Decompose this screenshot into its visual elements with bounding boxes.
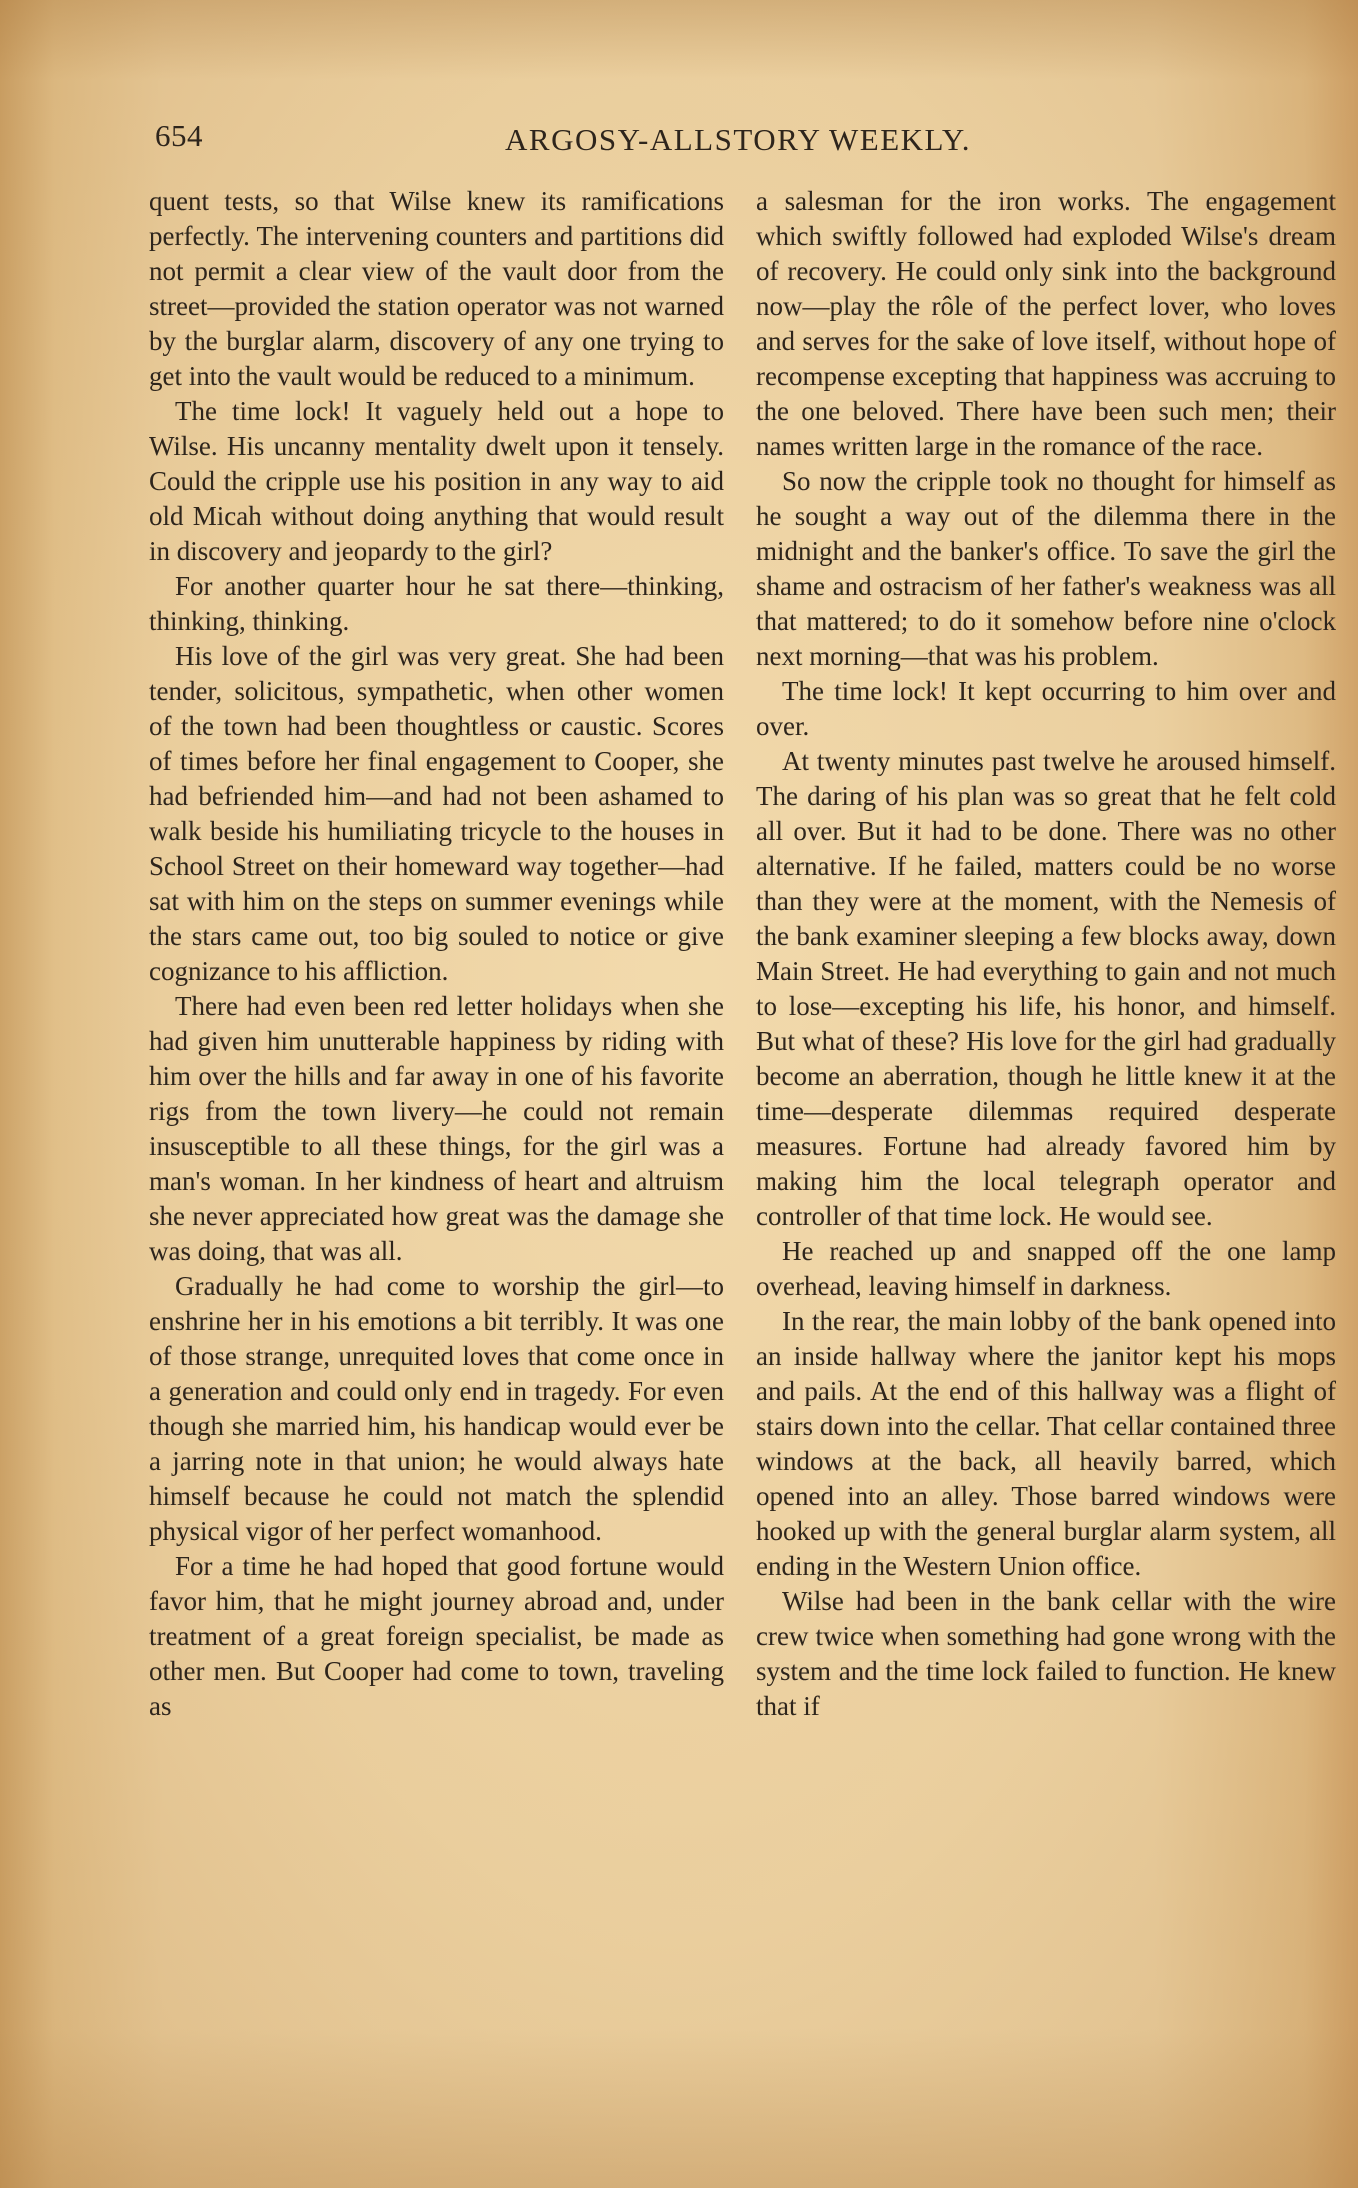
paragraph: At twenty minutes past twelve he aroused himself. The daring of his plan was so great that he felt cold all over. But it had to be done. There was no other alternative. If he failed, matters could be no worse than they were at the moment, with the Nemesis of the bank examiner sleeping a few blocks away, down Main Street. He had everything to gain and not much to lose—excepting his life, his honor, and himself. But what of these? His love for the girl had gradually become an aberration, though he little knew it at the time—desperate dilemmas required desperate measures. Fortune had already favored him by making him the local telegraph operator and controller of that time lock. He would see. bbox=[756, 746, 1336, 1231]
paragraph: For a time he had hoped that good fortune would favor him, that he might journey abroad and, under treatment of a great foreign specialist, be made as other men. But Cooper had come to town, traveling as bbox=[149, 1551, 724, 1721]
left-column bbox=[149, 184, 724, 1724]
paragraph: The time lock! It kept occurring to him over and over. bbox=[756, 676, 1336, 741]
paragraph: a salesman for the iron works. The engagement which swiftly followed had exploded Wilse's dream of recovery. He could only sink into the background now—play the rôle of the perfect lover, who loves and serves for the sake of love itself, without hope of recompense excepting that happiness was accruing to the one beloved. There have been such men; their names written large in the romance of the race. bbox=[756, 186, 1336, 461]
paragraph: For another quarter hour he sat there—thinking, thinking, thinking. bbox=[149, 571, 724, 636]
paragraph: The time lock! It vaguely held out a hope to Wilse. His uncanny mentality dwelt upon it tensely. Could the cripple use his position in any way to aid old Micah without doing anything that would result in discovery and jeopardy to the girl? bbox=[149, 396, 724, 566]
running-head: ARGOSY-ALLSTORY WEEKLY. bbox=[505, 122, 972, 157]
right-column bbox=[756, 184, 1336, 1724]
paragraph: quent tests, so that Wilse knew its ramifications perfectly. The intervening counters and partitions did not permit a clear view of the vault door from the street—provided the station operator was not warned by the burglar alarm, discovery of any one trying to get into the vault would be reduced to a minimum. bbox=[149, 186, 724, 391]
page-edge-shadow-bottom bbox=[0, 2028, 1358, 2188]
paragraph: There had even been red letter holidays when she had given him unutterable happiness by riding with him over the hills and far away in one of his favorite rigs from the town livery—he could not remain insusceptible to all these things, for the girl was a man's woman. In her kindness of heart and altruism she never appreciated how great was the damage she was doing, that was all. bbox=[149, 991, 724, 1266]
paragraph: So now the cripple took no thought for himself as he sought a way out of the dilemma there in the midnight and the banker's office. To save the girl the shame and ostracism of her father's weakness was all that mattered; to do it somehow before nine o'clock next morning—that was his problem. bbox=[756, 466, 1336, 671]
page-number: 654 bbox=[155, 118, 203, 153]
paragraph: In the rear, the main lobby of the bank opened into an inside hallway where the janitor kept his mops and pails. At the end of this hallway was a flight of stairs down into the cellar. That cellar contained three windows at the back, all heavily barred, which opened into an alley. Those barred windows were hooked up with the general burglar alarm system, all ending in the Western Union office. bbox=[756, 1306, 1336, 1581]
paragraph: Wilse had been in the bank cellar with the wire crew twice when something had gone wrong with the system and the time lock failed to function. He knew that if bbox=[756, 1586, 1336, 1721]
paragraph: His love of the girl was very great. She had been tender, solicitous, sympathetic, when other women of the town had been thoughtless or caustic. Scores of times before her final engagement to Cooper, she had befriended him—and had not been ashamed to walk beside his humiliating tricycle to the houses in School Street on their homeward way together—had sat with him on the steps on summer evenings while the stars came out, too big souled to notice or give cognizance to his affliction. bbox=[149, 641, 724, 986]
paragraph: Gradually he had come to worship the girl—to enshrine her in his emotions a bit terribly. It was one of those strange, unrequited loves that come once in a generation and could only end in tragedy. For even though she married him, his handicap would ever be a jarring note in that union; he would always hate himself because he could not match the splendid physical vigor of her perfect womanhood. bbox=[149, 1271, 724, 1546]
paragraph: He reached up and snapped off the one lamp overhead, leaving himself in darkness. bbox=[756, 1236, 1336, 1301]
page-edge-shadow-top bbox=[0, 0, 1358, 80]
